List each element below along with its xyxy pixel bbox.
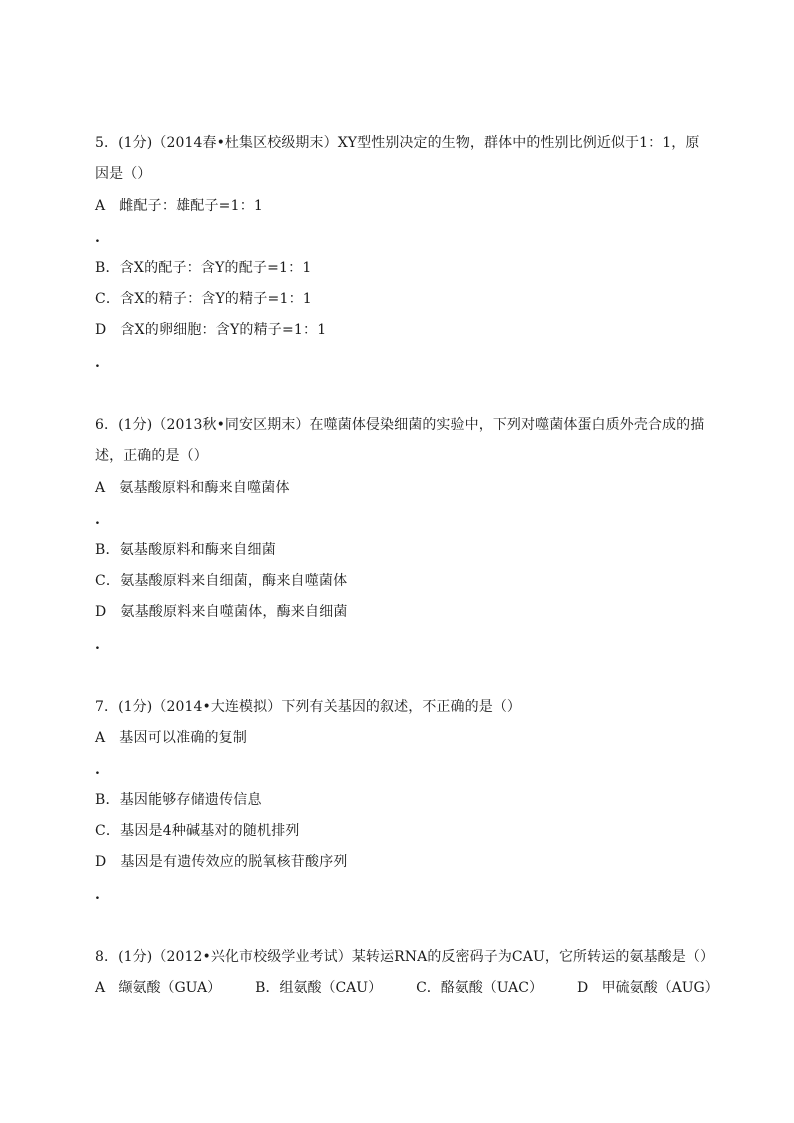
option-letter: C． xyxy=(95,573,121,589)
option-letter: A xyxy=(95,198,106,214)
question-8-option-a xyxy=(95,978,221,998)
question-6-option-a-dot: . xyxy=(95,512,100,528)
option-text: 组氨酸（CAU） xyxy=(279,980,383,996)
option-letter: D xyxy=(577,980,589,996)
option-letter: D xyxy=(95,854,107,870)
question-5-option-d-dot: . xyxy=(95,355,100,371)
question-8-options-row xyxy=(95,978,753,998)
option-letter: A xyxy=(95,730,106,746)
option-text: 基因是4种碱基对的随机排列 xyxy=(120,823,300,839)
option-text: 基因可以准确的复制 xyxy=(119,730,248,746)
option-letter: B． xyxy=(255,980,280,996)
option-text: 含X的卵细胞：含Y的精子=1：1 xyxy=(120,322,327,338)
option-text: 酪氨酸（UAC） xyxy=(440,980,543,996)
question-6-stem-line-2: 述，正确的是（） xyxy=(95,448,208,464)
question-5-option-a-dot: . xyxy=(95,230,100,246)
question-6-option-a xyxy=(95,478,290,498)
option-letter: D xyxy=(95,322,107,338)
option-letter: B． xyxy=(95,260,120,276)
question-7-option-d-dot: . xyxy=(95,887,100,903)
question-8-option-d xyxy=(577,978,719,998)
option-letter: A xyxy=(95,480,106,496)
question-7-option-a xyxy=(95,728,247,748)
option-letter: B． xyxy=(95,792,120,808)
option-text: 氨基酸原料和酶来自细菌 xyxy=(119,542,276,558)
option-letter: C． xyxy=(95,823,121,839)
question-6-option-d-dot: . xyxy=(95,637,100,653)
question-6-stem-line-1: 6．(1分)（2013秋•同安区期末）在噬菌体侵染细菌的实验中，下列对噬菌体蛋白质外壳合成的描 xyxy=(95,417,705,433)
option-text: 甲硫氨酸（AUG） xyxy=(601,980,719,996)
question-5-stem-line-2: 因是（） xyxy=(95,166,152,182)
question-6-option-c xyxy=(95,571,347,591)
question-5-option-b xyxy=(95,258,311,278)
option-text: 含X的精子：含Y的精子=1：1 xyxy=(120,291,312,307)
question-5-stem-line-1: 5．(1分)（2014春•杜集区校级期末）XY型性别决定的生物，群体中的性别比例近似于1：1，原 xyxy=(95,135,700,151)
option-letter: B． xyxy=(95,542,120,558)
option-letter: D xyxy=(95,604,107,620)
question-7-option-c xyxy=(95,821,300,841)
question-8-option-c xyxy=(416,978,543,998)
question-7-option-a-dot: . xyxy=(95,762,100,778)
question-8-option-b xyxy=(255,978,382,998)
option-text: 含X的配子：含Y的配子=1：1 xyxy=(119,260,312,276)
question-7-option-b xyxy=(95,790,262,810)
question-8-stem-line-1: 8．(1分)（2012•兴化市校级学业考试）某转运RNA的反密码子为CAU，它所转运的氨基酸是（） xyxy=(95,949,715,965)
question-6-option-d xyxy=(95,602,348,622)
question-5-option-a xyxy=(95,196,263,216)
question-7-option-d xyxy=(95,852,348,872)
option-text: 缬氨酸（GUA） xyxy=(118,980,222,996)
question-5-option-c xyxy=(95,289,312,309)
option-text: 氨基酸原料和酶来自噬菌体 xyxy=(119,480,290,496)
option-letter: C． xyxy=(416,980,441,996)
question-7-stem-line-1: 7．(1分)（2014•大连模拟）下列有关基因的叙述，不正确的是（） xyxy=(95,699,522,715)
option-text: 氨基酸原料来自细菌，酶来自噬菌体 xyxy=(120,573,348,589)
question-5-option-d xyxy=(95,320,326,340)
option-letter: A xyxy=(95,980,106,996)
option-text: 基因是有遗传效应的脱氧核苷酸序列 xyxy=(120,854,348,870)
option-text: 基因能够存储遗传信息 xyxy=(119,792,262,808)
question-6-option-b xyxy=(95,540,276,560)
option-text: 雌配子：雄配子=1：1 xyxy=(119,198,264,214)
option-letter: C． xyxy=(95,291,121,307)
option-text: 氨基酸原料来自噬菌体，酶来自细菌 xyxy=(120,604,348,620)
